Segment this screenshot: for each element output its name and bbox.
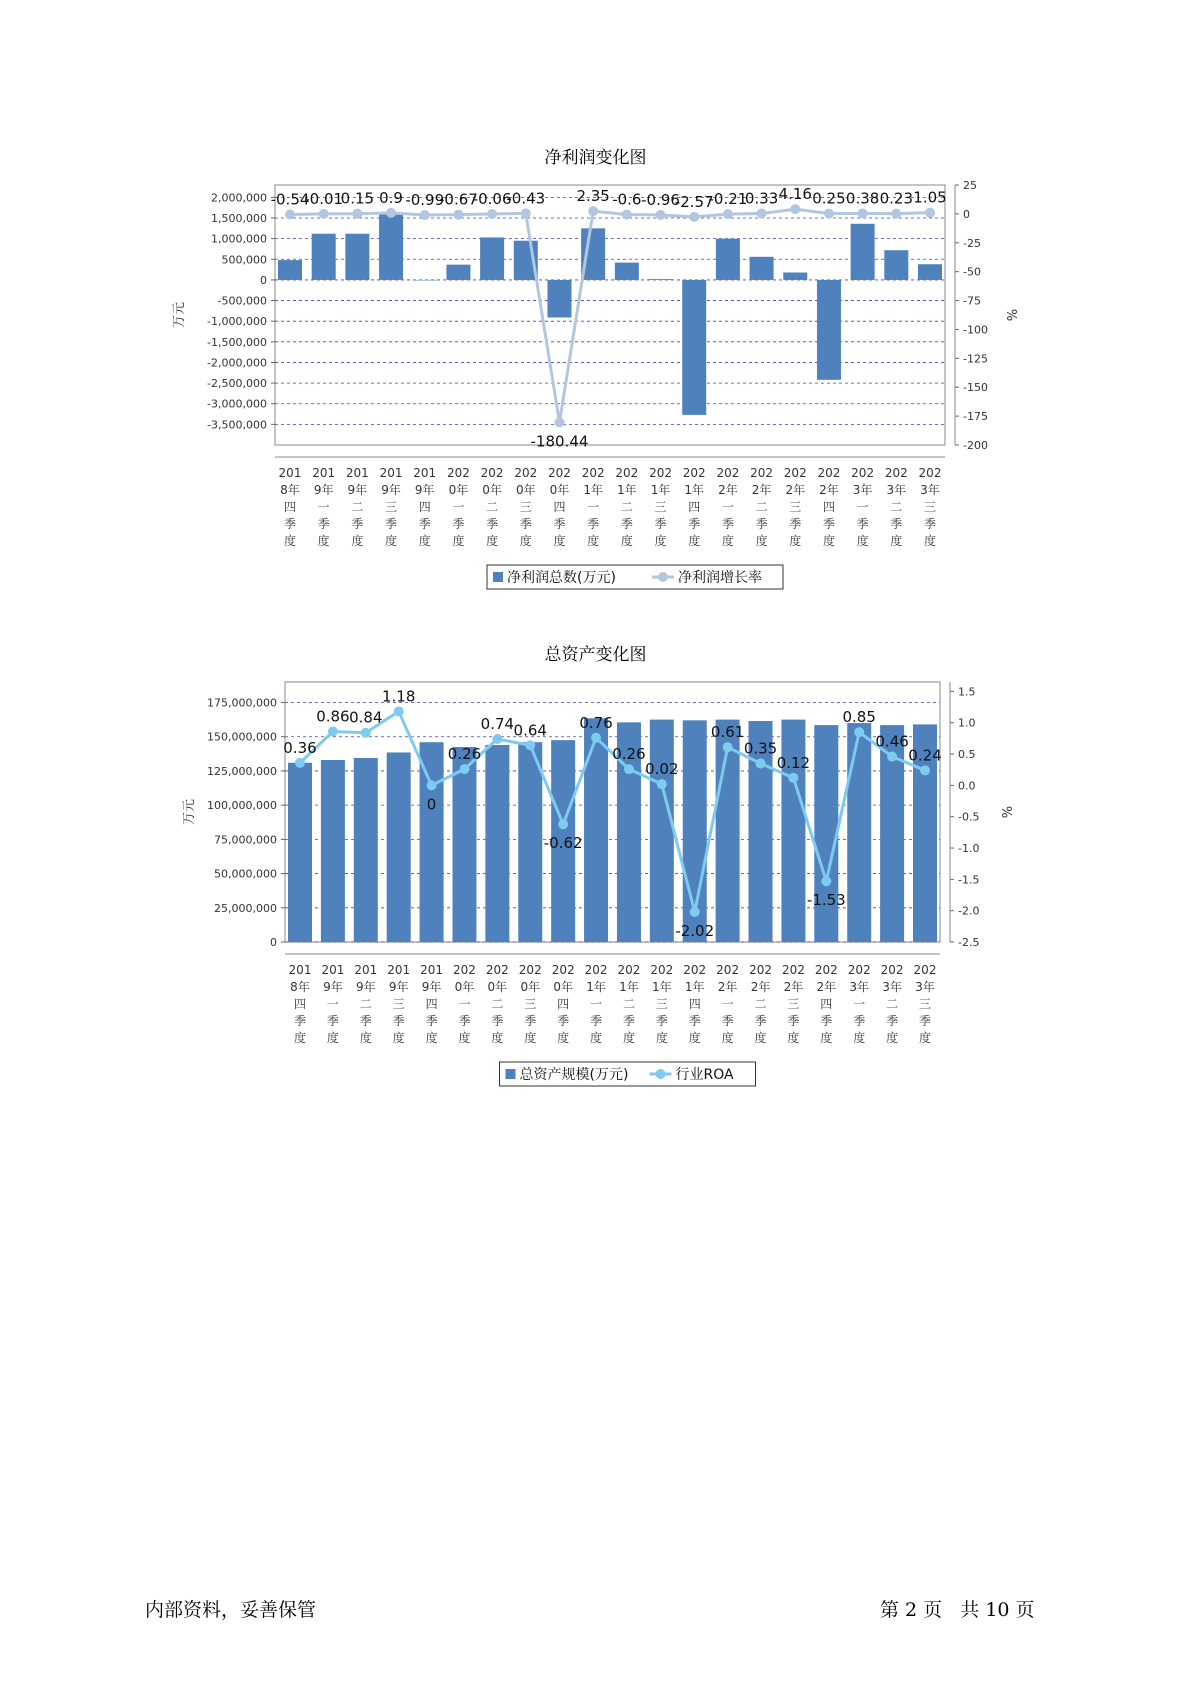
y-tick-label: -3,500,000 — [207, 418, 267, 432]
bar — [485, 745, 509, 942]
y2-axis-label: % — [1003, 308, 1018, 322]
x-tick-label: 202 2年三季度 — [781, 963, 805, 1045]
data-label: 4.16 — [778, 185, 812, 204]
y2-tick-label: 0.5 — [958, 748, 976, 762]
legend-swatch-bar — [493, 572, 503, 582]
bar — [716, 239, 740, 280]
line-point — [521, 208, 531, 218]
chart1-net-profit — [0, 175, 1191, 595]
data-label: 2.35 — [576, 187, 610, 206]
y-tick-label: 125,000,000 — [207, 764, 277, 778]
x-tick-label: 202 3年二季度 — [884, 466, 908, 548]
legend-label-bar: 净利润总数(万元) — [507, 570, 616, 586]
y-tick-label: -1,000,000 — [207, 315, 267, 329]
data-label: 0.26 — [447, 745, 482, 764]
y-tick-label: -500,000 — [217, 294, 267, 308]
y-tick-label: 50,000,000 — [214, 867, 277, 881]
line-point — [723, 209, 733, 219]
line-point — [858, 208, 868, 218]
y-tick-label: 1,500,000 — [211, 212, 267, 226]
line-point — [756, 758, 766, 768]
y2-tick-label: -200 — [963, 439, 988, 452]
line-point — [920, 765, 930, 775]
x-tick-label: 202 3年三季度 — [913, 963, 937, 1045]
line-point — [453, 210, 463, 220]
bar — [649, 279, 673, 280]
x-tick-label: 202 1年四季度 — [683, 963, 707, 1045]
line-point — [757, 209, 767, 219]
bar — [288, 763, 312, 942]
bar — [750, 257, 774, 280]
data-label: -0.21 — [708, 190, 748, 209]
data-label: -0.67 — [439, 190, 478, 209]
legend-label-bar: 总资产规模(万元) — [519, 1067, 629, 1083]
x-tick-label: 202 0年三季度 — [514, 466, 538, 548]
bar — [817, 280, 841, 380]
data-label: 0.61 — [710, 723, 745, 742]
data-label: -0.54 — [270, 190, 310, 209]
y2-tick-label: -50 — [963, 265, 981, 279]
bar — [615, 263, 639, 280]
y-tick-label: -1,500,000 — [207, 335, 267, 349]
bar — [814, 725, 838, 942]
x-tick-label: 202 1年一季度 — [584, 963, 608, 1045]
data-label: -0.62 — [543, 834, 583, 853]
data-label: 0.38 — [845, 189, 880, 208]
bar — [518, 742, 542, 942]
line-point — [622, 210, 632, 220]
line-point — [386, 208, 396, 218]
data-label: 0.84 — [349, 708, 383, 727]
data-label: 0.64 — [513, 721, 547, 740]
data-label: 0.76 — [579, 713, 613, 732]
x-tick-label: 202 1年一季度 — [581, 466, 605, 548]
bar — [312, 234, 336, 280]
bar — [278, 260, 302, 280]
bar — [345, 234, 369, 280]
bar — [851, 224, 875, 280]
x-tick-label: 202 1年三季度 — [650, 963, 674, 1045]
data-label: 0.24 — [908, 746, 942, 765]
data-label: 0.86 — [316, 707, 350, 726]
y2-tick-label: -175 — [963, 410, 988, 424]
y2-tick-label: 0 — [963, 207, 970, 221]
x-tick-label: 201 9年四季度 — [420, 963, 444, 1045]
data-label: 0.36 — [283, 738, 317, 757]
y-axis-label: 万元 — [182, 798, 197, 826]
y-tick-label: 150,000,000 — [207, 730, 277, 744]
bar — [413, 280, 437, 281]
y-tick-label: 1,000,000 — [211, 232, 267, 246]
x-tick-label: 201 9年二季度 — [354, 963, 378, 1045]
x-tick-label: 202 1年四季度 — [682, 466, 706, 548]
data-label: 0.23 — [879, 189, 914, 208]
line-point — [689, 212, 699, 222]
line-point — [328, 726, 338, 736]
data-label: -0.06 — [472, 189, 512, 208]
line-point — [492, 734, 502, 744]
y2-axis-label: % — [998, 805, 1013, 819]
y2-tick-label: -1.0 — [958, 842, 980, 856]
bar — [452, 747, 476, 942]
y-tick-label: 100,000,000 — [207, 799, 277, 813]
data-label: -0.99 — [405, 191, 445, 210]
data-label: 0.35 — [743, 739, 778, 758]
data-label: 0.9 — [379, 188, 403, 207]
bar — [480, 237, 504, 280]
line-point — [690, 907, 700, 917]
data-label: 0 — [426, 795, 437, 814]
chart2-title: 总资产变化图 — [544, 645, 647, 665]
data-label: 0.85 — [842, 708, 876, 727]
legend-swatch-bar — [506, 1069, 516, 1079]
x-tick-label: 202 0年二季度 — [485, 963, 509, 1045]
line-point — [657, 779, 667, 789]
bar — [321, 760, 345, 942]
y-tick-label: -2,500,000 — [207, 377, 267, 391]
y2-tick-label: -2.5 — [958, 936, 980, 949]
x-tick-label: 202 2年二季度 — [749, 963, 772, 1045]
line-point — [427, 780, 437, 790]
x-tick-label: 202 3年二季度 — [880, 963, 904, 1045]
x-tick-label: 202 3年一季度 — [851, 466, 875, 548]
bar — [354, 758, 378, 942]
x-tick-label: 202 2年三季度 — [783, 466, 807, 548]
data-label: -180.44 — [530, 432, 589, 451]
legend-label-line: 净利润增长率 — [678, 570, 762, 586]
y2-tick-label: -1.5 — [958, 873, 980, 887]
line-point — [554, 417, 564, 427]
line-point — [824, 209, 834, 219]
x-tick-label: 202 0年二季度 — [480, 466, 504, 548]
x-tick-label: 202 3年一季度 — [847, 963, 871, 1045]
y-axis-label: 万元 — [172, 301, 187, 329]
line-point — [487, 209, 497, 219]
x-tick-label: 202 1年二季度 — [617, 963, 641, 1045]
y2-tick-label: 0.0 — [958, 779, 976, 793]
y-tick-label: 0 — [260, 273, 267, 287]
y-tick-label: 500,000 — [221, 253, 267, 267]
x-tick-label: 202 0年四季度 — [548, 466, 571, 548]
y2-tick-label: -125 — [963, 352, 988, 366]
bar — [783, 272, 807, 279]
bar — [847, 723, 871, 942]
bar — [420, 742, 444, 942]
x-tick-label: 201 9年二季度 — [345, 466, 369, 548]
line-point — [352, 209, 362, 219]
y-tick-label: 0 — [270, 936, 277, 949]
line-point — [319, 209, 329, 219]
x-tick-label: 202 0年三季度 — [518, 963, 542, 1045]
data-label: 0.25 — [812, 189, 846, 208]
data-label: -0.6 — [612, 190, 642, 209]
data-label: -0.96 — [641, 190, 680, 209]
legend-swatch-point — [656, 1069, 666, 1079]
y-tick-label: -2,000,000 — [207, 356, 267, 370]
bar — [547, 280, 571, 318]
x-tick-label: 202 3年三季度 — [918, 466, 942, 548]
data-label: 0.46 — [875, 732, 909, 751]
bar — [584, 718, 608, 942]
legend-swatch-point — [658, 572, 668, 582]
x-tick-label: 202 2年一季度 — [716, 963, 740, 1045]
x-tick-label: 201 9年三季度 — [387, 963, 411, 1045]
x-tick-label: 202 2年四季度 — [817, 466, 841, 548]
footer-left: 内部资料，妥善保管 — [145, 1599, 317, 1621]
line-point — [361, 728, 371, 738]
line-point — [887, 752, 897, 762]
bar — [918, 264, 942, 280]
data-label: 0.15 — [340, 189, 375, 208]
y2-tick-label: -2.0 — [958, 904, 980, 918]
data-label: 0.33 — [744, 189, 779, 208]
data-label: -2.57 — [674, 192, 714, 211]
data-label: 0.74 — [480, 715, 515, 734]
data-label: 0.26 — [612, 745, 646, 764]
x-tick-label: 201 9年四季度 — [413, 466, 437, 548]
y2-tick-label: -0.5 — [958, 810, 980, 824]
y2-tick-label: -100 — [963, 323, 988, 337]
data-label: -2.02 — [675, 921, 715, 940]
x-tick-label: 202 2年一季度 — [716, 466, 740, 548]
line-point — [459, 764, 469, 774]
line-point — [394, 706, 404, 716]
line-point — [285, 210, 295, 220]
y2-tick-label: -25 — [963, 236, 981, 250]
x-tick-label: 201 9年一季度 — [312, 466, 336, 548]
bar — [379, 213, 403, 280]
x-tick-label: 201 9年一季度 — [321, 963, 345, 1045]
x-tick-label: 202 0年一季度 — [453, 963, 476, 1045]
y2-tick-label: 25 — [963, 179, 977, 192]
x-tick-label: 201 8年四季度 — [278, 466, 302, 548]
footer-page-number: 第 2 页 共 10 页 — [880, 1599, 1035, 1621]
data-label: -0.43 — [506, 189, 546, 208]
line-point — [788, 773, 798, 783]
line-point — [790, 204, 800, 214]
line-point — [891, 209, 901, 219]
legend-label-line: 行业ROA — [675, 1067, 734, 1083]
line-point — [624, 764, 634, 774]
bar — [884, 250, 908, 280]
x-tick-label: 202 0年四季度 — [551, 963, 575, 1045]
x-tick-label: 202 1年三季度 — [649, 466, 672, 548]
line-point — [854, 727, 864, 737]
line-point — [525, 740, 535, 750]
data-label: -0.01 — [304, 189, 344, 208]
y-tick-label: 75,000,000 — [214, 833, 277, 847]
x-tick-label: 202 0年一季度 — [446, 466, 470, 548]
line-point — [420, 210, 430, 220]
data-label: 0.12 — [776, 753, 811, 772]
data-label: 1.05 — [913, 188, 947, 207]
bar — [446, 265, 470, 280]
y-tick-label: 175,000,000 — [207, 696, 277, 710]
chart1-title: 净利润变化图 — [544, 148, 647, 168]
bar — [650, 720, 674, 942]
x-tick-label: 201 9年三季度 — [379, 466, 403, 548]
line-point — [295, 758, 305, 768]
data-label: -1.53 — [806, 891, 846, 910]
x-tick-label: 202 1年二季度 — [615, 466, 639, 548]
line-point — [588, 206, 598, 216]
line-point — [591, 733, 601, 743]
chart2-total-assets — [0, 672, 1191, 1092]
data-label: 1.18 — [381, 687, 416, 706]
bar — [682, 280, 706, 415]
y2-tick-label: 1.0 — [958, 716, 976, 730]
line-point — [558, 819, 568, 829]
line-point — [821, 876, 831, 886]
x-tick-label: 202 2年四季度 — [814, 963, 838, 1045]
bar — [387, 752, 411, 942]
line-point — [723, 742, 733, 752]
y-tick-label: 2,000,000 — [211, 191, 267, 205]
y2-tick-label: 1.5 — [958, 685, 976, 699]
x-tick-label: 201 8年四季度 — [288, 963, 312, 1045]
line-point — [656, 210, 666, 220]
line-point — [925, 208, 935, 218]
y2-tick-label: -150 — [963, 381, 988, 395]
y2-tick-label: -75 — [963, 294, 981, 308]
plot-area — [275, 185, 945, 445]
data-label: 0.02 — [645, 760, 679, 779]
x-tick-label: 202 2年二季度 — [750, 466, 774, 548]
y-tick-label: -3,000,000 — [207, 397, 267, 411]
y-tick-label: 25,000,000 — [214, 901, 277, 915]
